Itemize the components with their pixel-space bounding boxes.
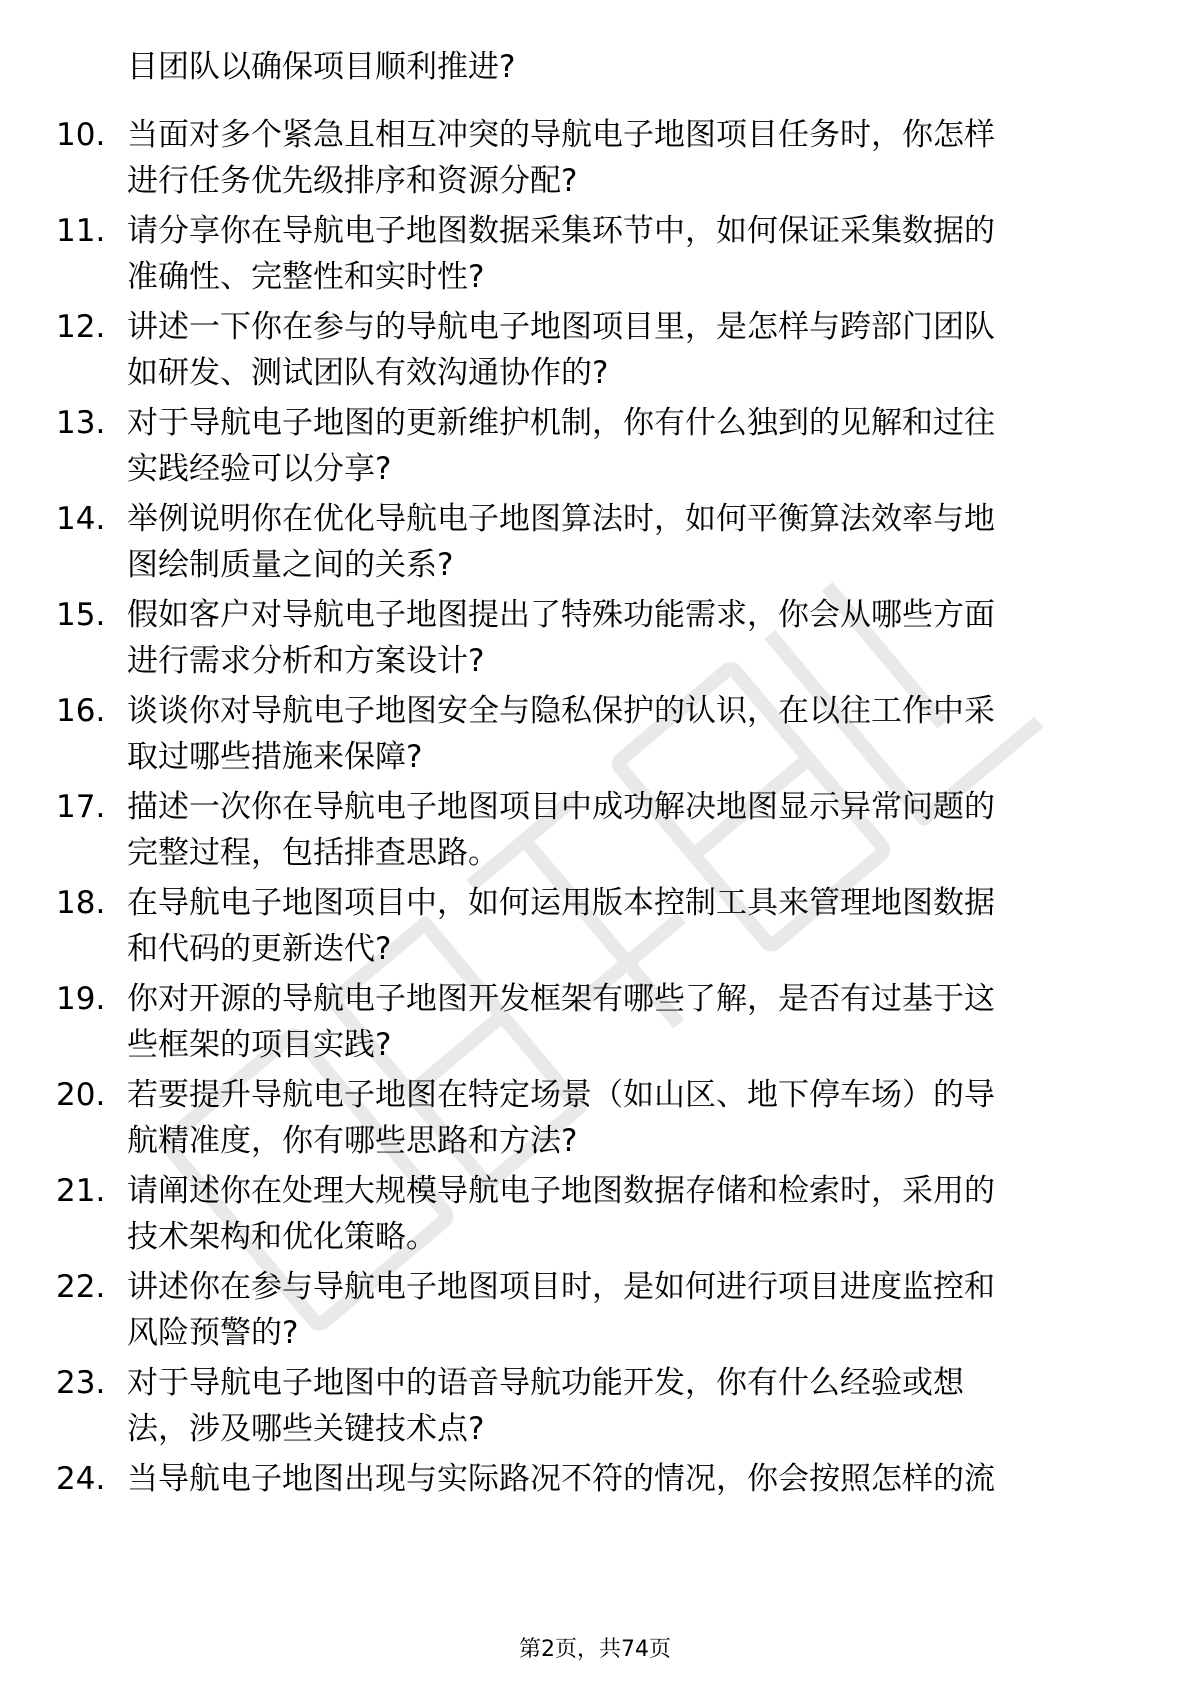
question-item: [0, 400, 1190, 496]
question-text: [127, 688, 1127, 780]
question-item: [0, 1360, 1190, 1456]
question-text-line: 谈谈你对导航电子地图安全与隐私保护的认识，在以往工作中采: [127, 693, 995, 729]
question-text-line: 法，涉及哪些关键技术点?: [127, 1411, 485, 1447]
question-text: [127, 1264, 1127, 1356]
question-text-line: 描述一次你在导航电子地图项目中成功解决地图显示异常问题的: [127, 789, 995, 825]
question-text-line: 进行需求分析和方案设计?: [127, 643, 485, 679]
question-text-line: 若要提升导航电子地图在特定场景（如山区、地下停车场）的导: [127, 1077, 995, 1113]
question-number: 18.: [56, 885, 106, 921]
question-text-line: 讲述你在参与导航电子地图项目时，是如何进行项目进度监控和: [127, 1269, 995, 1305]
question-number: 21.: [56, 1173, 106, 1209]
question-item: [0, 1264, 1190, 1360]
question-number: 24.: [56, 1461, 106, 1497]
question-number: 13.: [56, 405, 106, 441]
question-text-line: 取过哪些措施来保障?: [127, 739, 423, 775]
question-text: [127, 880, 1127, 972]
question-text-line: 风险预警的?: [127, 1315, 299, 1351]
question-text-line: 航精准度，你有哪些思路和方法?: [127, 1123, 578, 1159]
question-text-line: 请分享你在导航电子地图数据采集环节中，如何保证采集数据的: [127, 213, 995, 249]
question-number: 17.: [56, 789, 106, 825]
question-item: [0, 208, 1190, 304]
question-text: [127, 784, 1127, 876]
question-text: [127, 496, 1127, 588]
question-number: 15.: [56, 597, 106, 633]
question-text-line: 举例说明你在优化导航电子地图算法时，如何平衡算法效率与地: [127, 501, 995, 537]
question-text-line: 对于导航电子地图的更新维护机制，你有什么独到的见解和过往: [127, 405, 995, 441]
question-text: [127, 1456, 1127, 1502]
question-item: [0, 688, 1190, 784]
question-text-line: 些框架的项目实践?: [127, 1027, 392, 1063]
question-text-line: 如研发、测试团队有效沟通协作的?: [127, 355, 609, 391]
question-text-line: 你对开源的导航电子地图开发框架有哪些了解，是否有过基于这: [127, 981, 995, 1017]
question-item: [0, 1072, 1190, 1168]
question-item: [0, 1168, 1190, 1264]
question-text-line: 请阐述你在处理大规模导航电子地图数据存储和检索时，采用的: [127, 1173, 995, 1209]
question-number: 22.: [56, 1269, 106, 1305]
question-number: 20.: [56, 1077, 106, 1113]
question-item: [0, 304, 1190, 400]
question-item: [0, 592, 1190, 688]
question-text: [127, 112, 1127, 204]
question-item: [0, 112, 1190, 208]
question-item: [0, 976, 1190, 1072]
question-text-line: 讲述一下你在参与的导航电子地图项目里，是怎样与跨部门团队: [127, 309, 995, 345]
question-number: 19.: [56, 981, 106, 1017]
question-list: [0, 112, 1190, 1552]
question-item: [0, 496, 1190, 592]
question-item: [0, 880, 1190, 976]
question-text-line: 准确性、完整性和实时性?: [127, 259, 485, 295]
question-item: [0, 784, 1190, 880]
question-number: 14.: [56, 501, 106, 537]
question-text-line: 当面对多个紧急且相互冲突的导航电子地图项目任务时，你怎样: [127, 117, 995, 153]
question-text: [127, 1360, 1127, 1452]
question-text-line: 对于导航电子地图中的语音导航功能开发，你有什么经验或想: [127, 1365, 964, 1401]
question-text: [127, 304, 1127, 396]
question-text-line: 假如客户对导航电子地图提出了特殊功能需求，你会从哪些方面: [127, 597, 995, 633]
question-text: [127, 400, 1127, 492]
question-item: [0, 1456, 1190, 1552]
question-text-line: 实践经验可以分享?: [127, 451, 392, 487]
question-text-line: 技术架构和优化策略。: [127, 1219, 437, 1255]
question-number: 10.: [56, 117, 106, 153]
question-text-line: 图绘制质量之间的关系?: [127, 547, 454, 583]
question-text-line: 完整过程，包括排查思路。: [127, 835, 499, 871]
question-text-line: 和代码的更新迭代?: [127, 931, 392, 967]
question-text: [127, 592, 1127, 684]
page-footer: 第2页，共74页: [519, 1637, 671, 1662]
continuation-text: 目团队以确保项目顺利推进?: [127, 49, 516, 85]
question-text-line: 进行任务优先级排序和资源分配?: [127, 163, 578, 199]
question-text: [127, 1072, 1127, 1164]
question-number: 16.: [56, 693, 106, 729]
question-number: 11.: [56, 213, 106, 249]
question-text: [127, 1168, 1127, 1260]
question-text-line: 在导航电子地图项目中，如何运用版本控制工具来管理地图数据: [127, 885, 995, 921]
question-number: 23.: [56, 1365, 106, 1401]
question-text: [127, 208, 1127, 300]
question-number: 12.: [56, 309, 106, 345]
question-text-line: 当导航电子地图出现与实际路况不符的情况，你会按照怎样的流: [127, 1461, 995, 1497]
question-text: [127, 976, 1127, 1068]
